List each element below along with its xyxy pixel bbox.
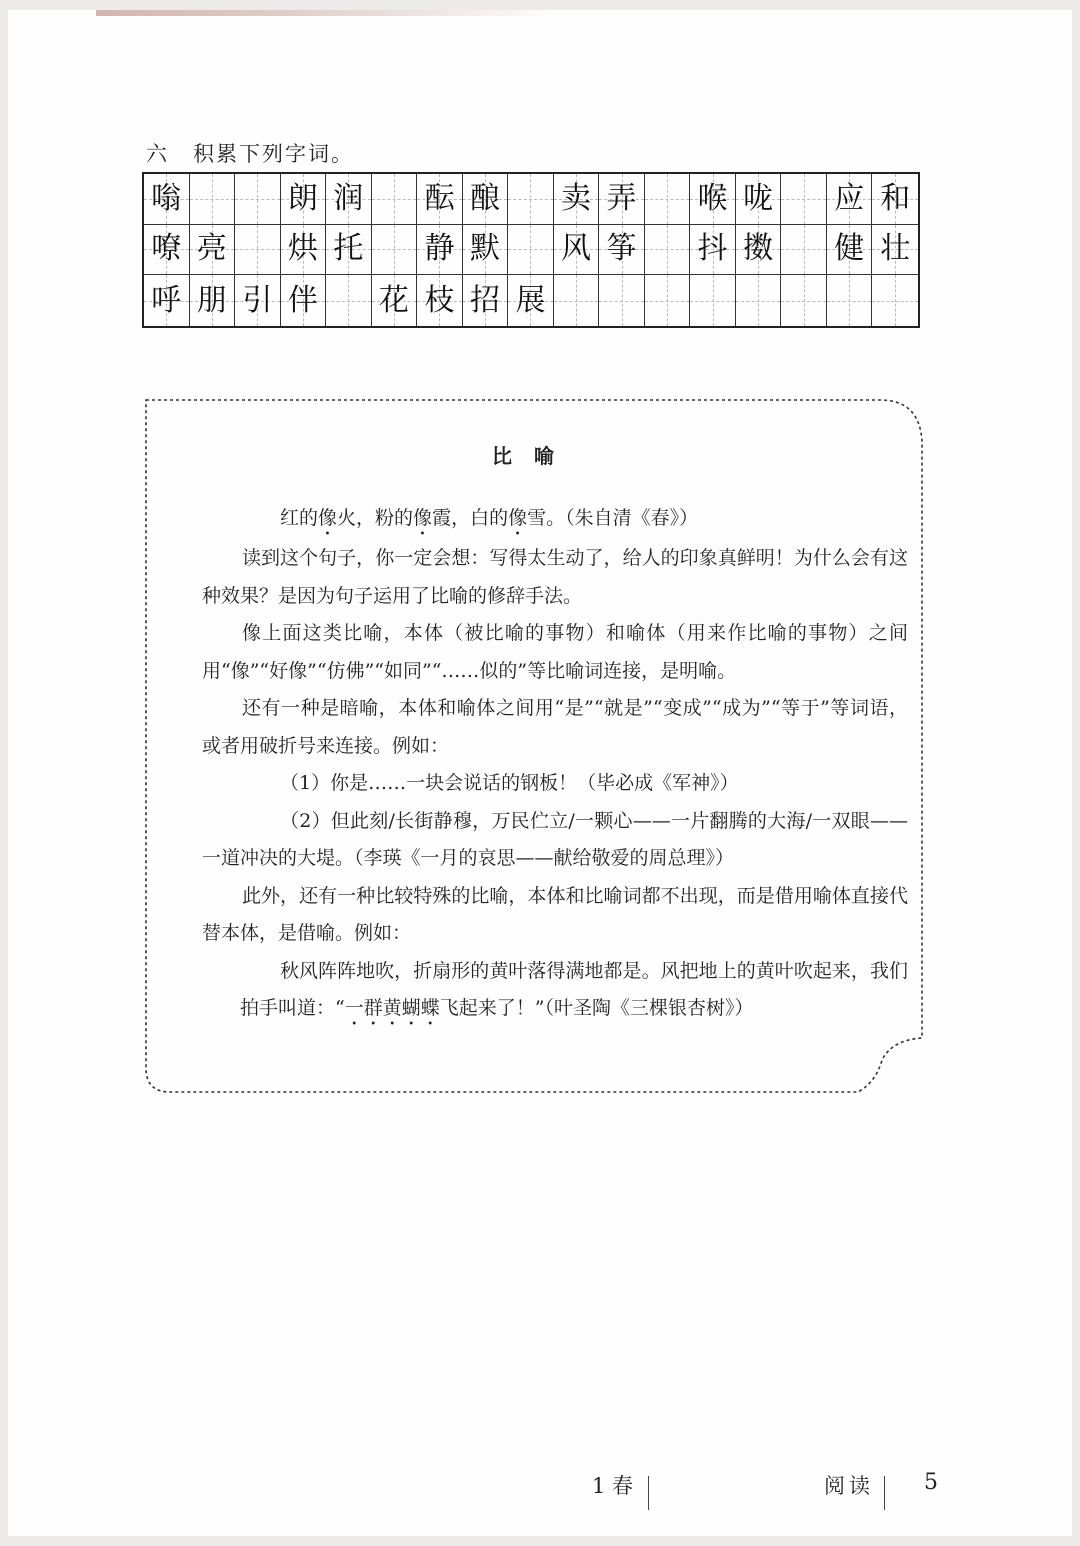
grid-cell — [144, 275, 190, 326]
grid-character: 朗 — [287, 180, 318, 216]
paragraph: 读到这个句子，你一定会想：写得太生动了，给人的印象真鲜明！为什么会有这种效果？是因为句子运用了比喻的修辞手法。 — [202, 547, 908, 607]
example-sentence: 秋风阵阵地吹，折扇形的黄叶落得满地都是。风把地上的黄叶吹起来，我们拍手叫道：“一群黄蝴蝶飞起来了！”（叶圣陶《三棵银杏树》） — [240, 959, 908, 1019]
grid-character: 健 — [834, 231, 865, 267]
grid-cell — [190, 275, 236, 326]
grid-cell — [690, 225, 736, 276]
grid-cell — [190, 225, 236, 276]
metaphor-info-box — [140, 392, 928, 1100]
grid-character: 喉 — [697, 180, 728, 216]
grid-character: 擞 — [743, 231, 774, 267]
example-sentence: 红的像火，粉的像霞，白的像雪。（朱自清《春》） — [280, 507, 699, 529]
grid-cell — [690, 275, 736, 326]
grid-cell — [645, 174, 691, 225]
grid-cell — [326, 275, 372, 326]
grid-cell — [463, 174, 509, 225]
grid-cell — [599, 275, 645, 326]
grid-character: 润 — [333, 180, 364, 216]
grid-character: 呼 — [151, 282, 182, 318]
grid-cell — [781, 174, 827, 225]
grid-character: 抖 — [697, 231, 728, 267]
grid-cell — [372, 225, 418, 276]
scan-smudge — [96, 10, 556, 16]
grid-character: 招 — [469, 282, 500, 318]
grid-cell — [508, 174, 554, 225]
section-title: 积累下列字词。 — [193, 142, 354, 166]
footer-section: 阅读 — [824, 1474, 874, 1498]
page-number: 5 — [924, 1470, 938, 1495]
footer-divider — [884, 1476, 885, 1510]
grid-cell — [781, 275, 827, 326]
grid-cell — [235, 174, 281, 225]
grid-cell — [281, 275, 327, 326]
grid-cell — [736, 225, 782, 276]
grid-cell — [326, 174, 372, 225]
grid-cell — [235, 275, 281, 326]
grid-cell — [554, 174, 600, 225]
page — [8, 10, 1072, 1536]
grid-cell — [190, 174, 236, 225]
grid-character: 应 — [834, 180, 865, 216]
grid-cell — [872, 174, 918, 225]
grid-character: 酝 — [424, 180, 455, 216]
grid-cell — [872, 275, 918, 326]
grid-cell — [144, 225, 190, 276]
grid-character: 壮 — [880, 231, 911, 267]
grid-character: 弄 — [606, 180, 637, 216]
grid-character: 花 — [378, 282, 409, 318]
grid-cell — [736, 174, 782, 225]
grid-character: 枝 — [424, 282, 455, 318]
grid-cell — [281, 174, 327, 225]
grid-character: 烘 — [287, 231, 318, 267]
paragraph: 此外，还有一种比较特殊的比喻，本体和比喻词都不出现，而是借用喻体直接代替本体，是借喻。例如： — [202, 884, 908, 944]
grid-cell — [144, 174, 190, 225]
footer-divider — [648, 1476, 649, 1510]
example-item: （2）但此刻/长街静穆，万民伫立/一颗心——一片翻腾的大海/一双眼——一道冲决的大堤。（李瑛《一月的哀思——献给敬爱的周总理》） — [202, 809, 908, 869]
grid-cell — [645, 275, 691, 326]
grid-character: 静 — [424, 231, 455, 267]
box-body — [202, 500, 908, 1030]
grid-character: 默 — [469, 231, 500, 267]
grid-cell — [554, 225, 600, 276]
grid-cell — [326, 225, 372, 276]
grid-cell — [554, 275, 600, 326]
grid-cell — [508, 275, 554, 326]
grid-cell — [372, 275, 418, 326]
paragraph: 还有一种是暗喻，本体和喻体之间用“是”“就是”“变成”“成为”“等于”等词语，或者用破折号来连接。例如： — [202, 697, 908, 757]
grid-cell — [872, 225, 918, 276]
footer-unit: 1 春 — [592, 1474, 634, 1498]
character-grid — [142, 172, 920, 328]
grid-character: 和 — [880, 180, 911, 216]
grid-cell — [599, 174, 645, 225]
grid-character: 引 — [242, 282, 273, 318]
grid-cell — [417, 174, 463, 225]
grid-character: 托 — [333, 231, 364, 267]
grid-cell — [463, 225, 509, 276]
grid-character: 伴 — [287, 282, 318, 318]
grid-character: 风 — [561, 231, 592, 267]
grid-cell — [417, 225, 463, 276]
grid-cell — [827, 275, 873, 326]
grid-cell — [372, 174, 418, 225]
section-number: 六 — [146, 142, 169, 166]
grid-character: 卖 — [561, 180, 592, 216]
grid-cell — [599, 225, 645, 276]
grid-character: 咙 — [743, 180, 774, 216]
grid-cell — [417, 275, 463, 326]
paragraph: 像上面这类比喻，本体（被比喻的事物）和喻体（用来作比喻的事物）之间用“像”“好像”“仿佛”“如同”“……似的”等比喻词连接，是明喻。 — [202, 622, 908, 682]
grid-cell — [645, 225, 691, 276]
grid-cell — [463, 275, 509, 326]
grid-character: 筝 — [606, 231, 637, 267]
grid-character: 酿 — [469, 180, 500, 216]
grid-character: 嗡 — [151, 180, 182, 216]
grid-cell — [508, 225, 554, 276]
example-item: （1）你是……一块会说话的钢板！（毕必成《军神》） — [280, 772, 739, 794]
grid-character: 嘹 — [151, 231, 182, 267]
grid-cell — [690, 174, 736, 225]
grid-character: 朋 — [196, 282, 227, 318]
grid-character: 展 — [515, 282, 546, 318]
grid-cell — [281, 225, 327, 276]
grid-cell — [736, 275, 782, 326]
grid-cell — [827, 174, 873, 225]
section-heading — [146, 138, 354, 168]
grid-character: 亮 — [196, 231, 227, 267]
grid-cell — [781, 225, 827, 276]
grid-cell — [827, 225, 873, 276]
grid-cell — [235, 225, 281, 276]
box-title: 比喻 — [492, 444, 576, 468]
